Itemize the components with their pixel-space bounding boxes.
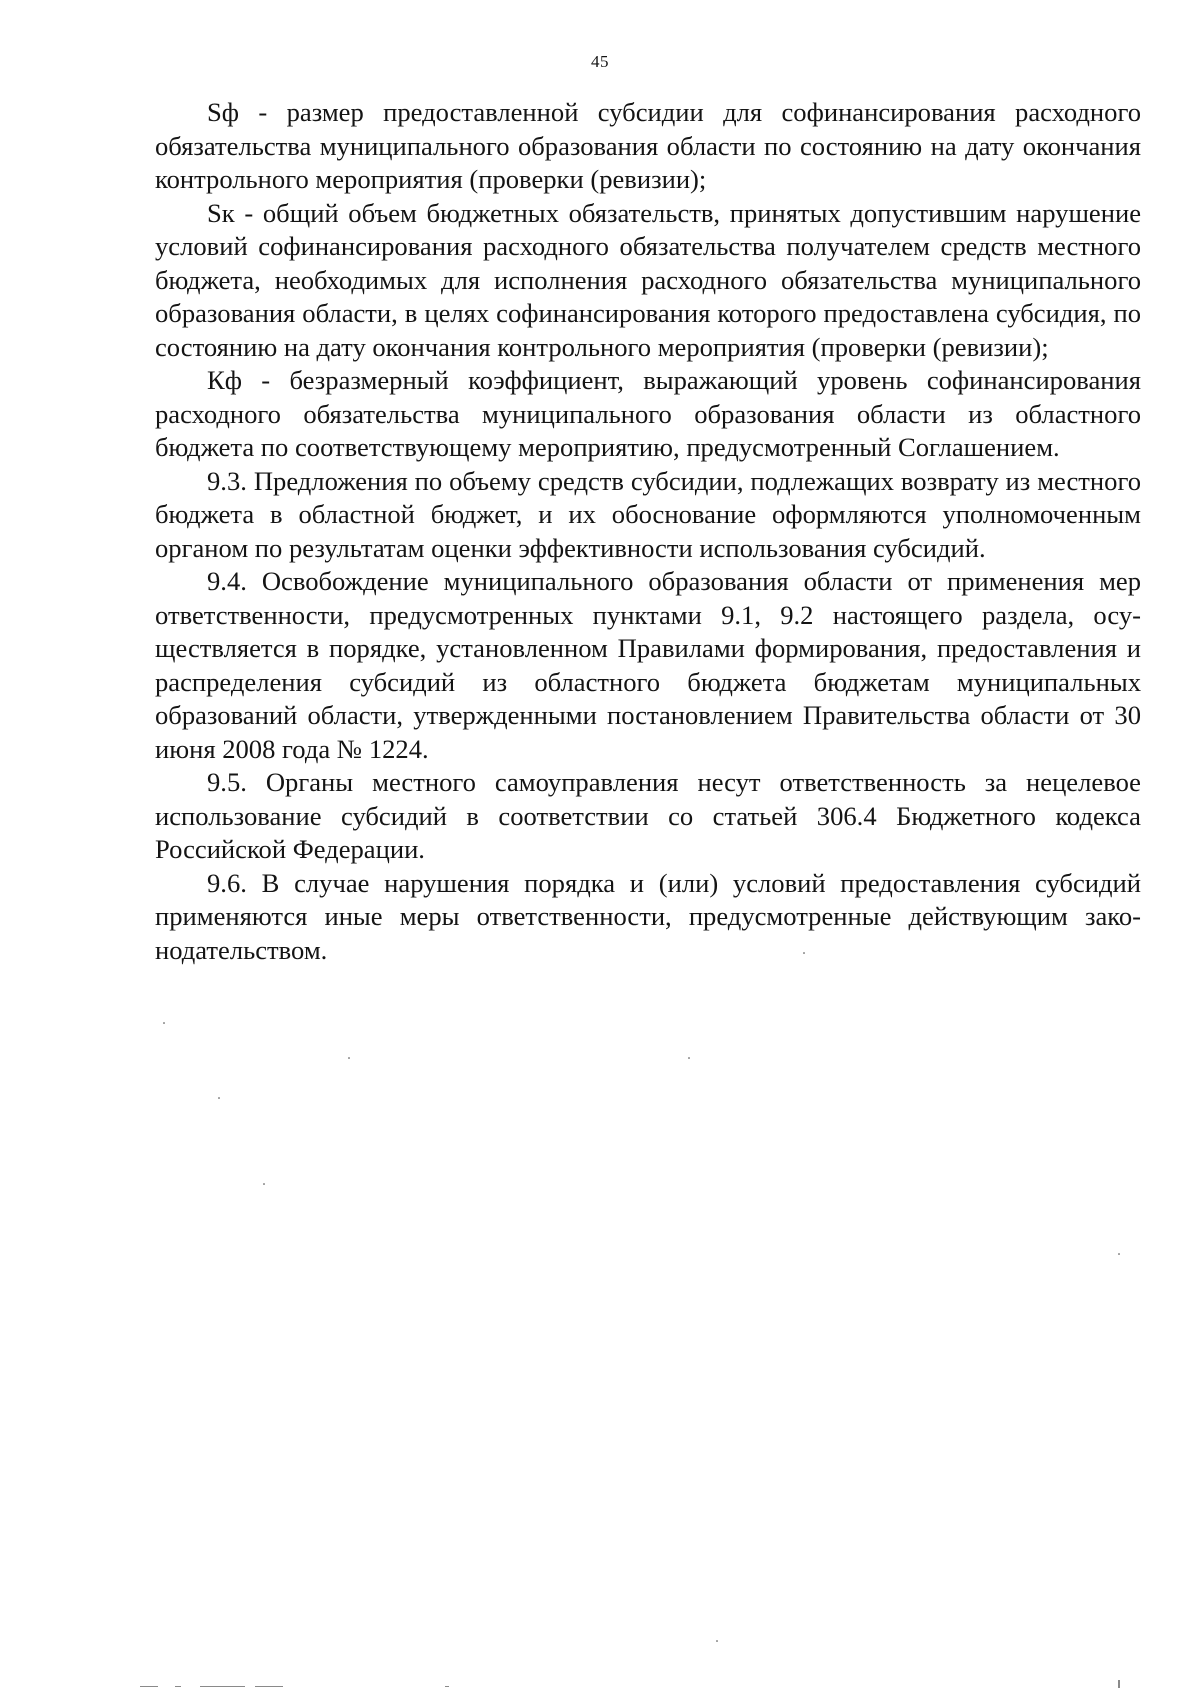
scan-speck	[218, 1097, 220, 1099]
scan-speck	[688, 1057, 690, 1059]
paragraph-9-6: 9.6. В случае нарушения порядка и (или) условий предоставления субсидий применяются иные меры ответственности, предусмотренные действующим законодательством.	[155, 867, 1141, 965]
scan-smudge	[445, 1686, 449, 1687]
scan-speck	[1118, 1253, 1120, 1255]
paragraph-sk-definition: Sк - общий объем бюджетных обязательств, принятых допустившим нарушение условий софинансирования расходного обязательства получателем средств местного бюджета, необходимых для исполнения расходного обязательства муниципального образования области, в целях софинансирования которого предоставлена субсидия, по состоянию на дату окончания контрольного мероприятия (проверки (ревизии);	[155, 197, 1141, 362]
paragraph-sf-definition: Sф - размер предоставленной субсидии для софинансирования расходного обязательства муниципального образования области по состоянию на дату окончания контрольного мероприятия (проверки (ревизии);	[155, 97, 1141, 194]
scan-smudge	[175, 1686, 181, 1687]
scan-speck	[263, 1183, 265, 1185]
scan-smudge	[200, 1686, 245, 1687]
scan-speck	[716, 1640, 718, 1642]
page-number: 45	[591, 52, 609, 71]
paragraph-9-5: 9.5. Органы местного самоуправления несут ответственность за нецелевое использование субсидий в соответствии со статьей 306.4 Бюджетного кодекса Российской Федерации.	[155, 767, 1141, 864]
scan-speck	[163, 1022, 165, 1024]
paragraph-9-4: 9.4. Освобождение муниципального образования области от применения мер ответственности, предусмотренных пунктами 9.1, 9.2 настоящего раздела, осуществляется в порядке, установленном Правилами формирования, предоставления и распределения субсидий из областного бюджета бюджетам муниципальных образований области, утвержденными постановлением Правительства области от 30 июня 2008 года № 1224.	[155, 566, 1141, 764]
scan-smudge	[255, 1686, 283, 1687]
paragraph-9-3: 9.3. Предложения по объему средств субсидии, подлежащих возврату из местного бюджета в областной бюджет, и их обоснование оформляются уполномоченным органом по результатам оценки эффективности использования субсидий.	[155, 465, 1141, 563]
paragraph-kf-definition: Кф - безразмерный коэффициент, выражающий уровень софинансирования расходного обязательства муниципального образования области из областного бюджета по соответствующему мероприятию, предусмотренный Соглашением.	[155, 365, 1141, 462]
scan-speck	[803, 952, 805, 954]
scan-speck	[348, 1057, 350, 1059]
scan-smudge	[1118, 1680, 1120, 1688]
scan-smudge	[140, 1686, 158, 1687]
document-body	[155, 96, 1141, 967]
